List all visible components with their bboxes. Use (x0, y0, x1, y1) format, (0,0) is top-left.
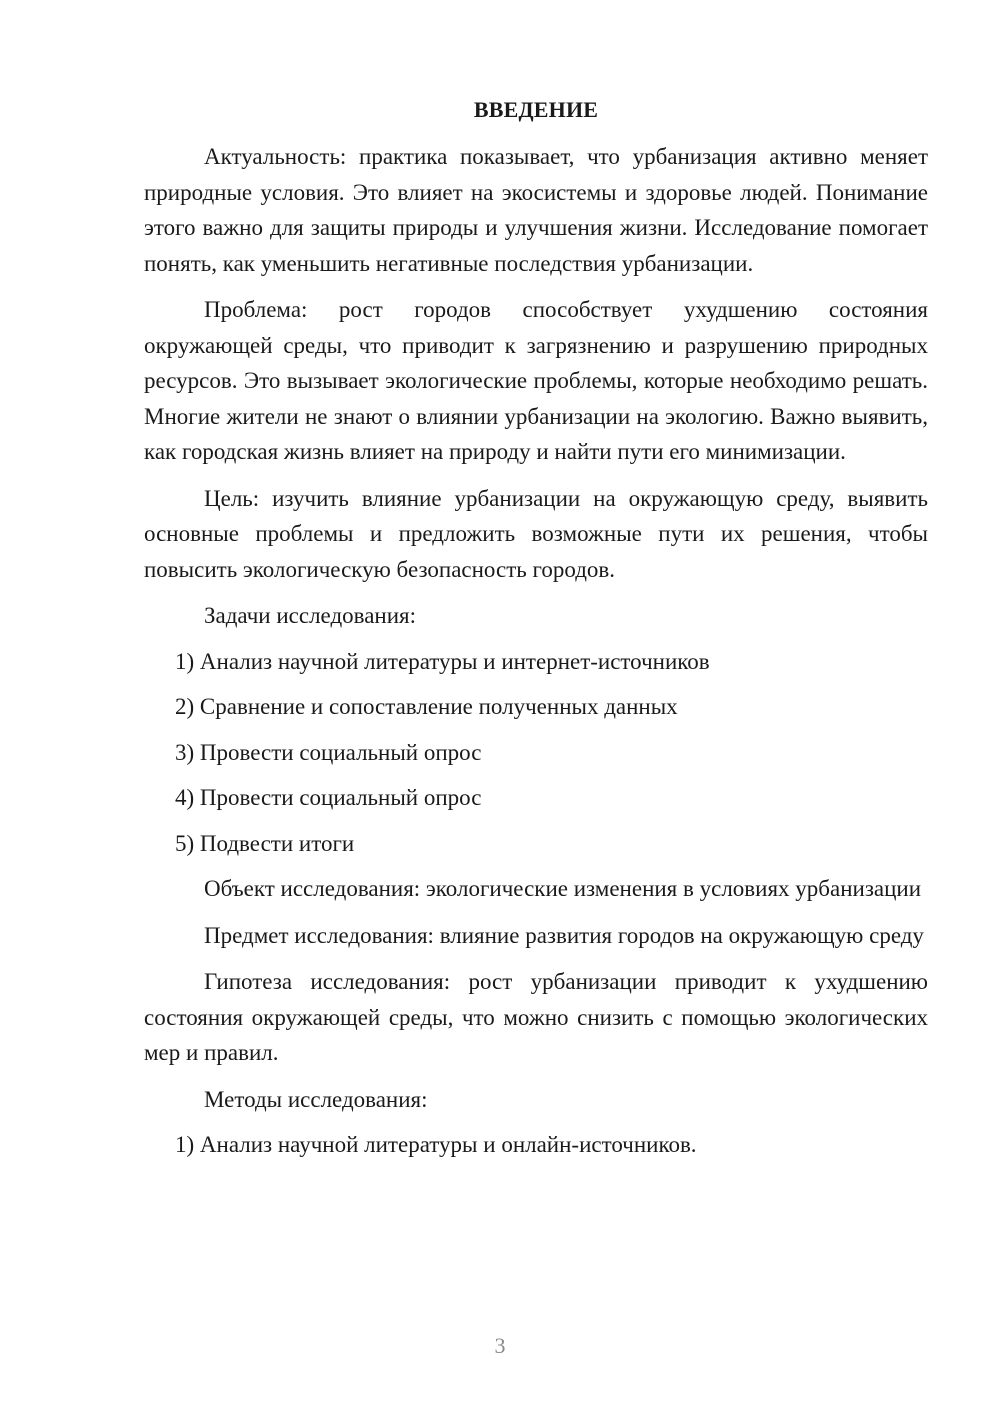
tasks-list (144, 644, 928, 862)
page-number: 3 (494, 1333, 506, 1358)
section-title: ВВЕДЕНИЕ (473, 97, 599, 122)
hypothesis-paragraph: Гипотеза исследования: рост урбанизации приводит к ухудшению состояния окружающей среды, что можно снизить с помощью экологических мер и правил. (144, 969, 928, 1065)
methods-heading: Методы исследования: (204, 1086, 428, 1112)
page-content (144, 92, 928, 1173)
object-paragraph: Объект исследования: экологические изменения в условиях урбанизации (204, 876, 922, 901)
list-item: 1) Анализ научной литературы и онлайн-источников. (175, 1132, 697, 1157)
problem-paragraph: Проблема: рост городов способствует ухудшению состояния окружающей среды, что приводит к загрязнению и разрушению природных ресурсов. Это вызывает экологические проблемы, которые необходимо решать. Многие жители не знают о влиянии урбанизации на экологию. Важно выявить, как городская жизнь влияет на природу и найти пути его минимизации. (144, 297, 928, 464)
methods-list (144, 1127, 928, 1163)
tasks-heading: Задачи исследования: (204, 603, 417, 628)
list-item: 4) Провести социальный опрос (175, 785, 482, 810)
list-item: 3) Провести социальный опрос (175, 739, 482, 765)
goal-paragraph: Цель: изучить влияние урбанизации на окружающую среду, выявить основные проблемы и предложить возможные пути их решения, чтобы повысить экологическую безопасность городов. (144, 485, 928, 582)
list-item: 2) Сравнение и сопоставление полученных данных (175, 694, 678, 719)
subject-paragraph: Предмет исследования: влияние развития городов на окружающую среду (204, 922, 924, 948)
list-item: 5) Подвести итоги (175, 830, 355, 856)
list-item: 1) Анализ научной литературы и интернет-источников (175, 648, 710, 674)
relevance-paragraph: Актуальность: практика показывает, что урбанизация активно меняет природные условия. Это влияет на экосистемы и здоровье людей. Понимание этого важно для защиты природы и улучшения жизни. Исследование помогает понять, как уменьшить негативные последствия урбанизации. (144, 144, 928, 276)
